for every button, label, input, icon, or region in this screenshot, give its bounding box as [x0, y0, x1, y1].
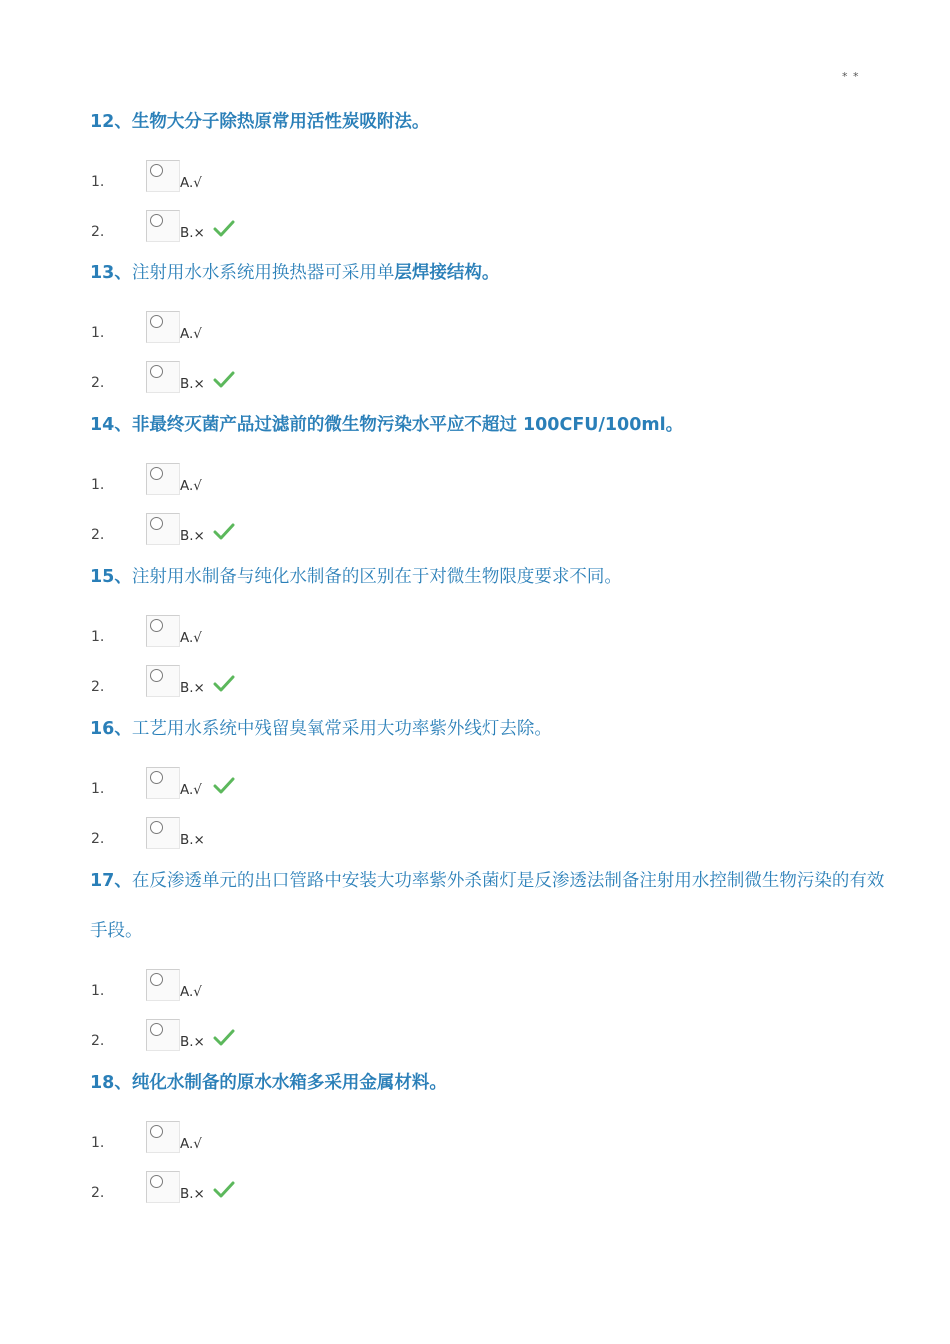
option-number: 1.	[91, 781, 105, 797]
question-number: 12、	[90, 112, 132, 132]
correct-check-icon	[213, 776, 235, 796]
correct-check-icon	[213, 370, 235, 390]
radio-button[interactable]	[146, 1019, 180, 1051]
option-number: 1.	[91, 1135, 105, 1151]
answer-option[interactable]	[0, 513, 400, 553]
option-number: 1.	[91, 174, 105, 190]
answer-option[interactable]	[0, 665, 400, 705]
option-label: A.√	[180, 326, 202, 342]
option-number: 2.	[91, 679, 105, 695]
question-number: 13、	[90, 263, 132, 283]
answer-option[interactable]	[0, 1019, 400, 1059]
radio-circle-icon	[150, 467, 163, 480]
option-label: B.×	[180, 1034, 205, 1050]
radio-button[interactable]	[146, 615, 180, 647]
option-number: 1.	[91, 477, 105, 493]
option-label: A.√	[180, 782, 202, 798]
answer-option[interactable]	[0, 311, 400, 351]
radio-circle-icon	[150, 164, 163, 177]
option-number: 2.	[91, 375, 105, 391]
radio-circle-icon	[150, 315, 163, 328]
radio-button[interactable]	[146, 513, 180, 545]
question-text	[90, 704, 890, 754]
option-number: 1.	[91, 629, 105, 645]
radio-circle-icon	[150, 1175, 163, 1188]
correct-check-icon	[213, 1028, 235, 1048]
answer-option[interactable]	[0, 160, 400, 200]
option-label: B.×	[180, 832, 205, 848]
radio-circle-icon	[150, 1023, 163, 1036]
option-label: B.×	[180, 376, 205, 392]
radio-button[interactable]	[146, 817, 180, 849]
answer-option[interactable]	[0, 615, 400, 655]
option-number: 2.	[91, 224, 105, 240]
answer-option[interactable]	[0, 767, 400, 807]
option-label: A.√	[180, 984, 202, 1000]
radio-circle-icon	[150, 619, 163, 632]
radio-button[interactable]	[146, 1121, 180, 1153]
radio-button[interactable]	[146, 311, 180, 343]
correct-check-icon	[213, 1180, 235, 1200]
radio-button[interactable]	[146, 210, 180, 242]
radio-button[interactable]	[146, 969, 180, 1001]
option-label: B.×	[180, 528, 205, 544]
option-label: A.√	[180, 1136, 202, 1152]
answer-option[interactable]	[0, 969, 400, 1009]
question-number: 18、	[90, 1073, 132, 1093]
answer-option[interactable]	[0, 1121, 400, 1161]
radio-circle-icon	[150, 771, 163, 784]
correct-check-icon	[213, 522, 235, 542]
question-text-part: 非最终灭菌产品过滤前的微生物污染水平应不超过 100CFU/100ml。	[131, 415, 684, 435]
question-number: 15、	[90, 567, 132, 587]
page-corner-mark: * *	[842, 70, 860, 83]
option-number: 2.	[91, 527, 105, 543]
option-number: 2.	[91, 831, 105, 847]
answer-option[interactable]	[0, 361, 400, 401]
question-text-part: 层焊接结构。	[394, 263, 500, 283]
question-number: 14、	[90, 415, 132, 435]
question-text	[90, 1058, 890, 1108]
correct-check-icon	[213, 219, 235, 239]
radio-circle-icon	[150, 1125, 163, 1138]
correct-check-icon	[213, 674, 235, 694]
question-text-part: 注射用水水系统用换热器可采用单	[131, 263, 395, 283]
option-number: 1.	[91, 325, 105, 341]
answer-option[interactable]	[0, 1171, 400, 1211]
question-text	[90, 856, 890, 956]
answer-option[interactable]	[0, 463, 400, 503]
radio-button[interactable]	[146, 665, 180, 697]
radio-button[interactable]	[146, 767, 180, 799]
option-label: B.×	[180, 225, 205, 241]
question-number: 17、	[90, 871, 132, 891]
option-number: 2.	[91, 1033, 105, 1049]
option-number: 2.	[91, 1185, 105, 1201]
radio-circle-icon	[150, 214, 163, 227]
question-text-part: 工艺用水系统中残留臭氧常采用大功率紫外线灯去除。	[131, 719, 552, 739]
question-text-part: 注射用水制备与纯化水制备的区别在于对微生物限度要求不同。	[131, 567, 622, 587]
answer-option[interactable]	[0, 817, 400, 857]
radio-circle-icon	[150, 821, 163, 834]
question-text	[90, 552, 890, 602]
question-text	[90, 97, 890, 147]
option-label: A.√	[180, 175, 202, 191]
radio-button[interactable]	[146, 463, 180, 495]
radio-button[interactable]	[146, 160, 180, 192]
question-number: 16、	[90, 719, 132, 739]
option-label: A.√	[180, 478, 202, 494]
question-text	[90, 400, 890, 450]
radio-circle-icon	[150, 973, 163, 986]
option-number: 1.	[91, 983, 105, 999]
option-label: B.×	[180, 680, 205, 696]
question-text-part: 纯化水制备的原水水箱多采用金属材料。	[131, 1073, 447, 1093]
answer-option[interactable]	[0, 210, 400, 250]
question-text	[90, 248, 890, 298]
option-label: B.×	[180, 1186, 205, 1202]
question-text-part: 在反渗透单元的出口管路中安装大功率紫外杀菌灯是反渗透法制备注射用水控制微生物污染的有效手段。	[90, 871, 885, 941]
radio-button[interactable]	[146, 1171, 180, 1203]
question-text-part: 生物大分子除热原常用活性炭吸附法。	[131, 112, 430, 132]
radio-button[interactable]	[146, 361, 180, 393]
radio-circle-icon	[150, 365, 163, 378]
radio-circle-icon	[150, 517, 163, 530]
radio-circle-icon	[150, 669, 163, 682]
option-label: A.√	[180, 630, 202, 646]
